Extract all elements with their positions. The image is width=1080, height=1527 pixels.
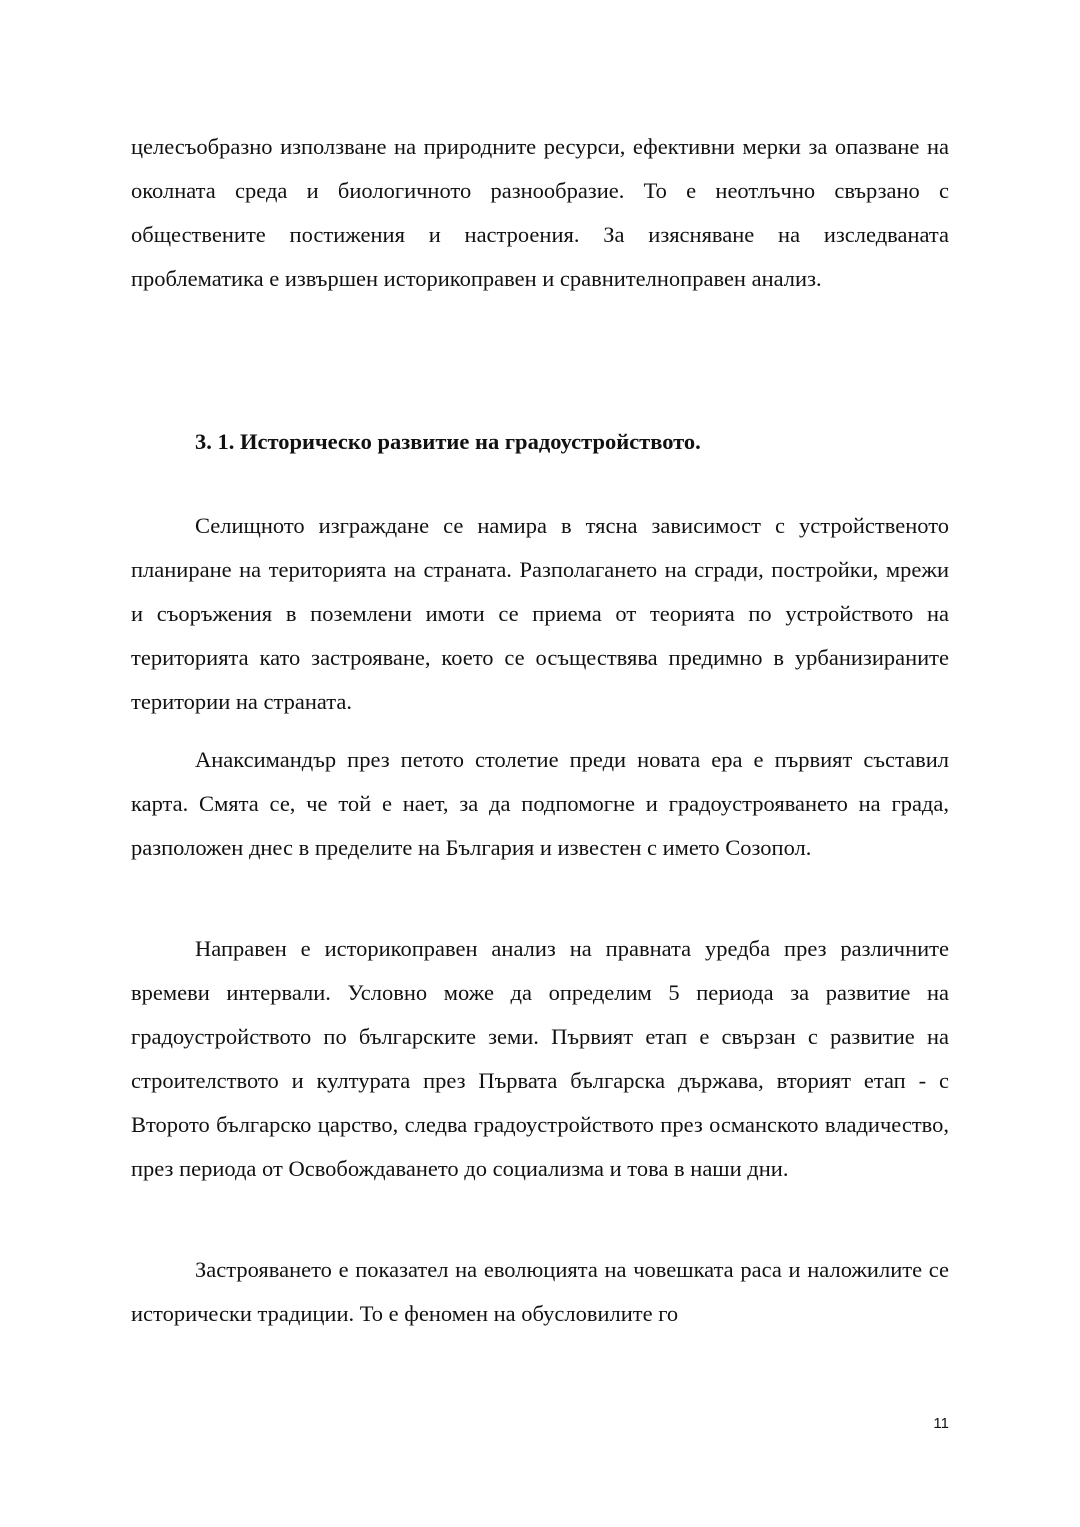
section-heading: 3. 1. Историческо развитие на градоустройството. [195,429,701,454]
paragraph-settlement-construction: Селищното изграждане се намира в тясна зависимост с устройственото планиране на територията на страната. Разполагането на сгради, постройки, мрежи и съоръжения в поземлени имоти се приема от теорията по устройството на територията като застрояване, което се осъществява предимно в урбанизираните територии на страната. [131,513,949,714]
paragraph-anaximander: Анаксимандър през петото столетие преди новата ера е първият съставил карта. Смята се, че той е нает, за да подпомогне и градоустрояването на града, разположен днес в пределите на България и известен с името Созопол. [131,747,949,860]
paragraph-historical-analysis: Направен е историкоправен анализ на правната уредба през различните времеви интервали. Условно може да определим 5 периода за развитие на градоустройството по българските земи. Първият етап е свързан с развитие на строителството и културата през Първата българска държава, вторият етап - с Второто българско царство, следва градоустройството през османското владичество, през периода от Освобождаването до социализма и това в наши дни. [131,936,949,1181]
page-number: 11 [933,1415,949,1432]
paragraph-construction-evolution: Застрояването е показател на еволюцията на човешката раса и наложилите се исторически традиции. То е феномен на обусловилите го [131,1257,949,1326]
intro-paragraph: целесъобразно използване на природните ресурси, ефективни мерки за опазване на околната среда и биологичното разнообразие. То е неотлъчно свързано с обществените постижения и настроения. За изясняване на изследваната проблематика е извършен историкоправен и сравнителноправен анализ. [131,134,949,291]
